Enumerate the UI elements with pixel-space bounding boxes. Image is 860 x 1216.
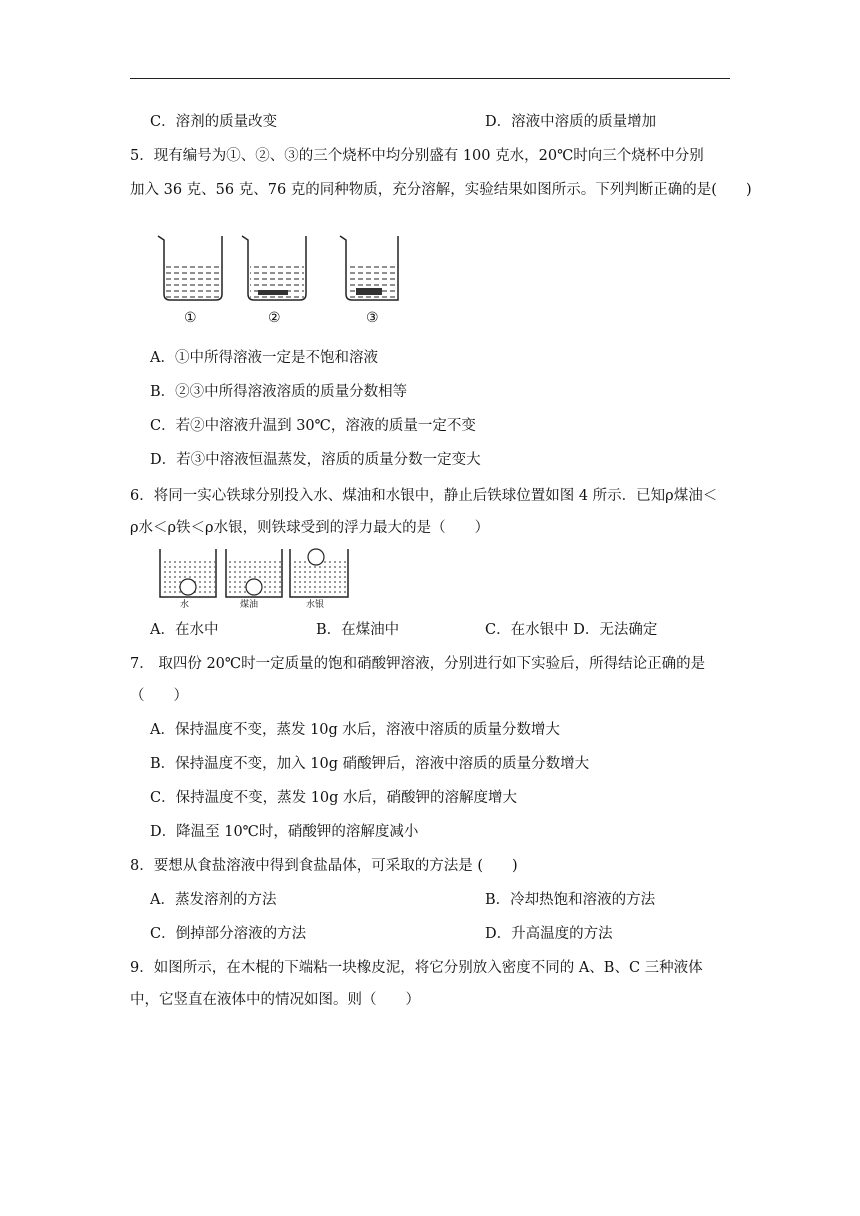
q5-option-c: C．若②中溶液升温到 30℃，溶液的质量一定不变 [150, 418, 476, 434]
q8-stem: 8．要想从食盐溶液中得到食盐晶体，可采取的方法是 ( ) [130, 858, 518, 874]
q7-stem-line1: 7． 取四份 20℃时一定质量的饱和硝酸钾溶液，分别进行如下实验后，所得结论正确的是 [130, 656, 706, 672]
q9-stem-line1: 9．如图所示，在木棍的下端粘一块橡皮泥，将它分别放入密度不同的 A、B、C 三种液体 [130, 960, 703, 976]
q4-option-c: C．溶剂的质量改变 [150, 114, 278, 130]
q6-label-water: 水 [180, 600, 190, 610]
q8-option-c: C．倒掉部分溶液的方法 [150, 926, 307, 942]
q6-option-a: A．在水中 [150, 622, 219, 638]
q8-option-b: B．冷却热饱和溶液的方法 [485, 892, 656, 908]
q5-option-d: D．若③中溶液恒温蒸发，溶质的质量分数一定变大 [150, 452, 481, 468]
beaker-label-1: ① [184, 310, 197, 326]
q7-option-a: A．保持温度不变，蒸发 10g 水后，溶液中溶质的质量分数增大 [150, 722, 560, 738]
q6-stem-line2: ρ水＜ρ铁＜ρ水银，则铁球受到的浮力最大的是（ ） [130, 520, 490, 536]
q5-stem-line1: 5．现有编号为①、②、③的三个烧杯中均分别盛有 100 克水，20℃时向三个烧杯中分别 [130, 148, 704, 164]
q5-option-b: B．②③中所得溶液溶质的质量分数相等 [150, 384, 408, 400]
q7-option-d: D．降温至 10℃时，硝酸钾的溶解度减小 [150, 824, 419, 840]
q7-stem-line2: （ ） [130, 688, 188, 704]
q8-option-a: A．蒸发溶剂的方法 [150, 892, 277, 908]
q7-option-b: B．保持温度不变，加入 10g 硝酸钾后，溶液中溶质的质量分数增大 [150, 756, 590, 772]
water-container [160, 549, 216, 597]
beaker-3 [340, 236, 398, 300]
q7-option-c: C．保持温度不变，蒸发 10g 水后，硝酸钾的溶解度增大 [150, 790, 518, 806]
beaker-2 [242, 236, 306, 300]
q6-label-mercury: 水银 [306, 600, 325, 610]
q6-stem-line1: 6．将同一实心铁球分别投入水、煤油和水银中，静止后铁球位置如图 4 所示．已知ρ煤油＜ [130, 488, 718, 504]
q4-option-d: D．溶液中溶质的质量增加 [485, 114, 657, 130]
mercury-container [290, 549, 348, 597]
header-rule [130, 78, 730, 79]
q6-label-kerosene: 煤油 [240, 600, 259, 610]
q5-stem-line2: 加入 36 克、56 克、76 克的同种物质，充分溶解，实验结果如图所示。下列判断正确的是( ) [130, 182, 752, 198]
beaker-1 [158, 236, 222, 300]
beaker-label-3: ③ [366, 310, 379, 326]
q8-option-d: D．升高温度的方法 [485, 926, 613, 942]
q6-option-cd: C．在水银中 D．无法确定 [485, 622, 658, 638]
q5-option-a: A．①中所得溶液一定是不饱和溶液 [150, 350, 378, 366]
q9-stem-line2: 中，它竖直在液体中的情况如图。则（ ） [130, 992, 420, 1008]
beaker-label-2: ② [268, 310, 281, 326]
q6-option-b: B．在煤油中 [316, 622, 400, 638]
kerosene-container [226, 549, 282, 597]
